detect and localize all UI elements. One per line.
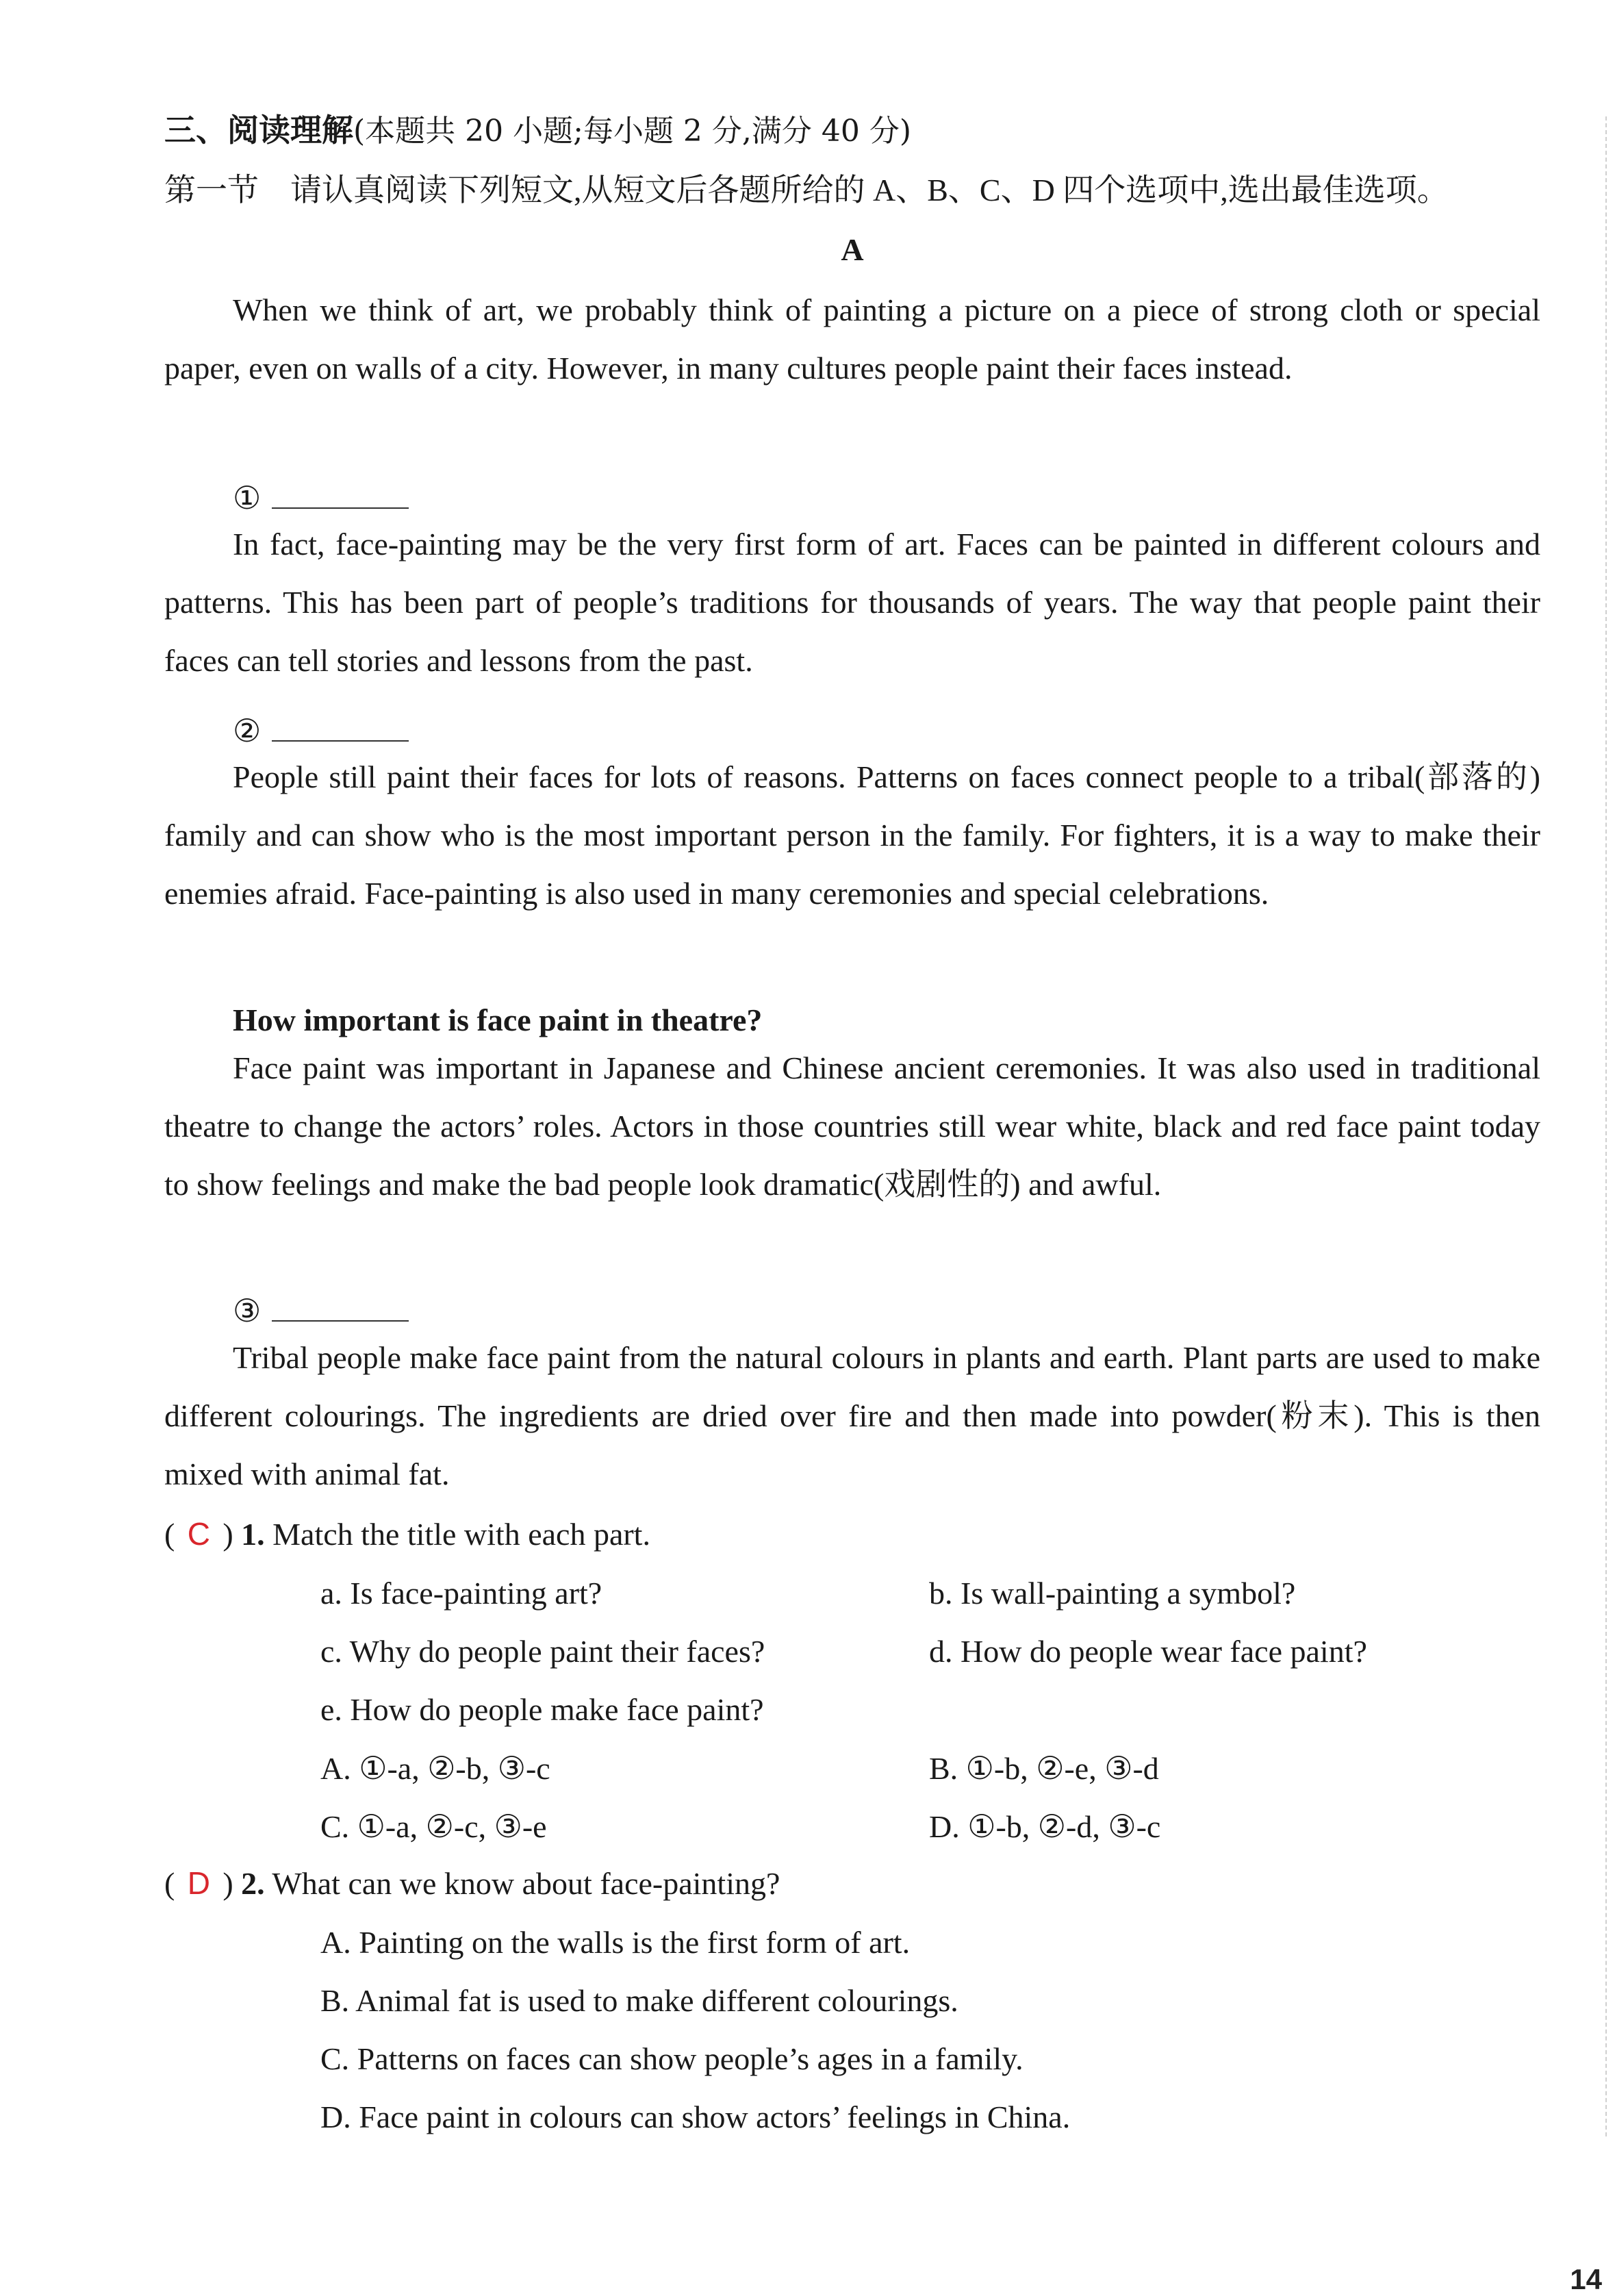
question-1-number: 1. [241, 1517, 265, 1552]
question-1-option-c: C. ①-a, ②-c, ③-e [320, 1809, 547, 1844]
passage-paragraph-4: Face paint was important in Japanese and Chinese ancient ceremonies. It was also used in traditional theatre to change the actors’ roles. Actors in those countries still wear white, black and red face paint today to show feelings and make the bad people look dramatic(戏剧性的) and awful. [164, 1050, 1540, 1202]
question-2-stem-row [164, 1863, 780, 1904]
question-1-stem-row [164, 1513, 650, 1555]
question-1-title-e: e. How do people make face paint? [320, 1692, 764, 1727]
passage-subheading: How important is face paint in theatre? [233, 1002, 763, 1037]
blank-3-line [272, 1294, 409, 1322]
question-1-title-c: c. Why do people paint their faces? [320, 1634, 765, 1669]
question-2-paren-open: ( [164, 1866, 175, 1901]
question-1-option-a: A. ①-a, ②-b, ③-c [320, 1751, 550, 1786]
question-2-stem: What can we know about face-painting? [272, 1866, 780, 1901]
passage-label: A [841, 232, 864, 267]
question-2-option-d: D. Face paint in colours can show actors’ feelings in China. [320, 2099, 1071, 2134]
section-title: 三、阅读理解 [164, 112, 353, 149]
question-1-paren-close: ) [222, 1517, 233, 1552]
blank-1-marker: ① [233, 481, 262, 516]
passage-paragraph-1: When we think of art, we probably think of painting a picture on a piece of strong cloth or special paper, even on walls of a city. However, in many cultures people paint their faces instead. [164, 292, 1540, 386]
question-1-paren-open: ( [164, 1517, 175, 1552]
blank-2 [233, 711, 409, 752]
question-1-title-a: a. Is face-painting art? [320, 1576, 602, 1611]
question-1-title-d: d. How do people wear face paint? [929, 1634, 1367, 1669]
question-1-answer: C [187, 1516, 210, 1552]
passage-paragraph-2: In fact, face-painting may be the very first form of art. Faces can be painted in different colours and patterns. This has been part of people’s traditions for thousands of years. The way that people paint their faces can tell stories and lessons from the past. [164, 527, 1540, 678]
page-number: 14 [1570, 2263, 1602, 2295]
blank-2-line [272, 714, 409, 742]
section-subtitle: (本题共 20 小题;每小题 2 分,满分 40 分) [353, 114, 912, 149]
passage-paragraph-5: Tribal people make face paint from the natural colours in plants and earth. Plant parts are used to make different colourings. The ingredients are dried over fire and then made into powder(粉末). This is then mixed with animal fat. [164, 1340, 1540, 1491]
blank-3-marker: ③ [233, 1294, 262, 1328]
passage-paragraph-3: People still paint their faces for lots of reasons. Patterns on faces connect people to a tribal(部落的) family and can show who is the most important person in the family. For fighters, it is a way to make their enemies afraid. Face-painting is also used in many ceremonies and special celebrations. [164, 759, 1540, 911]
section-heading [164, 110, 911, 152]
blank-2-marker: ② [233, 714, 262, 748]
question-1-option-d: D. ①-b, ②-d, ③-c [929, 1809, 1161, 1844]
question-1-option-b: B. ①-b, ②-e, ③-d [929, 1751, 1159, 1786]
section-instruction: 第一节 请认真阅读下列短文,从短文后各题所给的 A、B、C、D 四个选项中,选出最佳选项。 [164, 173, 1449, 207]
question-2-number: 2. [241, 1866, 265, 1901]
question-2-option-b: B. Animal fat is used to make different colourings. [320, 1983, 958, 2018]
question-2-option-a: A. Painting on the walls is the first form of art. [320, 1925, 911, 1960]
question-2-option-c: C. Patterns on faces can show people’s ages in a family. [320, 2041, 1023, 2076]
question-2-paren-close: ) [222, 1866, 233, 1901]
question-1-stem: Match the title with each part. [272, 1517, 650, 1552]
blank-1 [233, 478, 409, 519]
page-edge-divider [1604, 116, 1607, 2136]
blank-1-line [272, 481, 409, 509]
blank-3 [233, 1291, 409, 1332]
question-2-answer: D [187, 1865, 210, 1901]
question-1-title-b: b. Is wall-painting a symbol? [929, 1576, 1296, 1611]
